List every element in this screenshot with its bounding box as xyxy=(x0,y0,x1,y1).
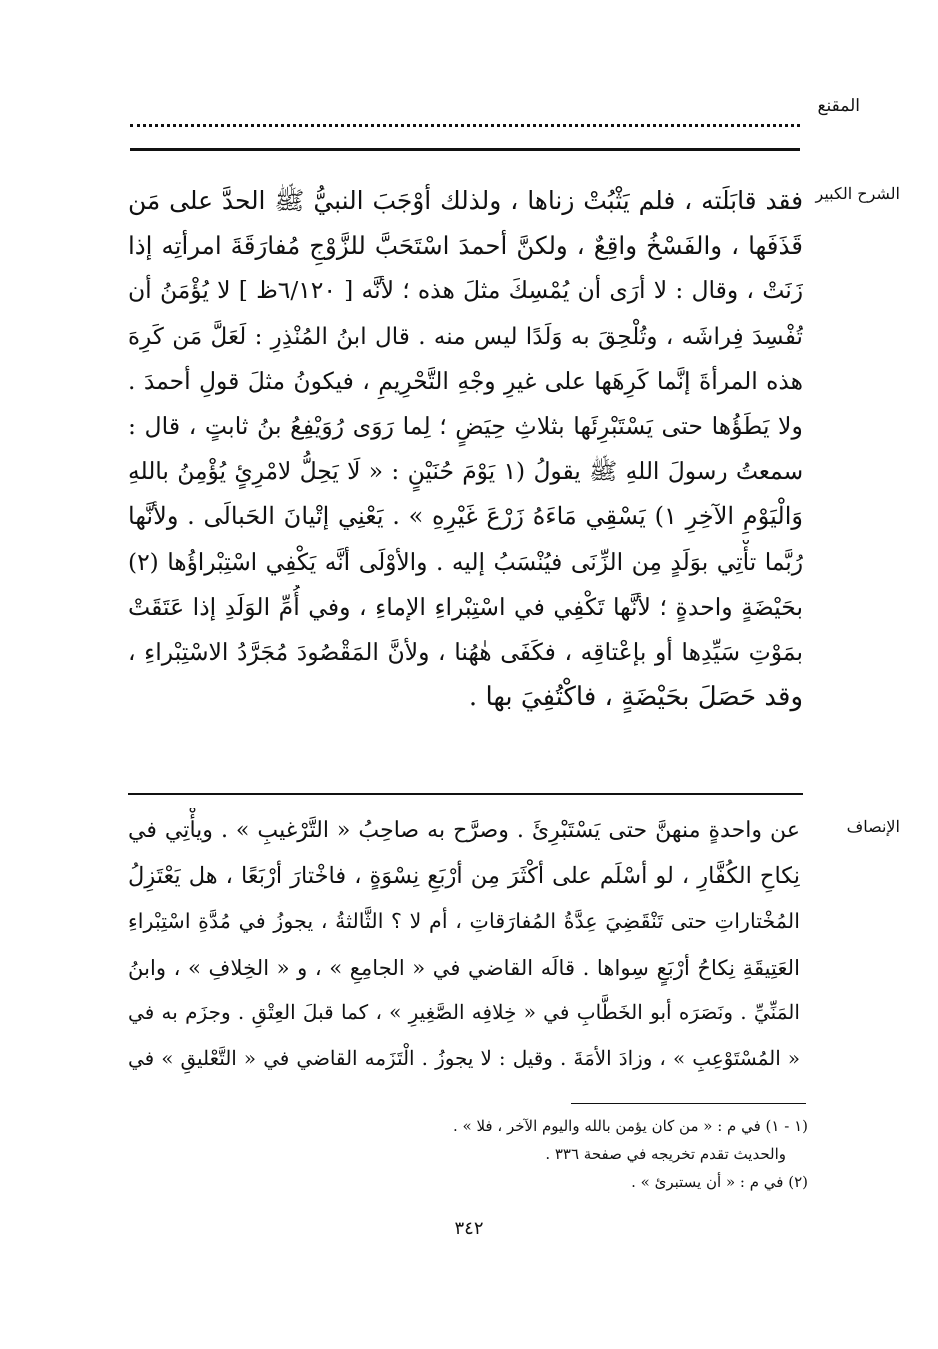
sharh-line: بحَيْضَةٍ واحدةٍ ؛ لأنَّها تَكْفِي في اسْتِبْراءِ الإماءِ ، وفي أُمِّ الوَلَدِ إذا عَتَقَتْ xyxy=(128,592,803,621)
footnote-1: (١ - ١) في م : « من كان يؤمن بالله واليوم الآخر ، فلا » . xyxy=(453,1117,808,1135)
insaf-line: المُخْتاراتِ حتى تَنْقَضِيَ عِدَّةُ المُفارَقاتِ ، أم لا ؟ الثَّالثةُ ، يجوزُ في مُدَّةِ اسْتِبْراءِ xyxy=(128,909,800,933)
insaf-line: نِكاحِ الكُفَّارِ ، لو أسْلَم على أكْثَرَ مِن أرْبَعِ نِسْوَةٍ ، فاخْتارَ أرْبَعًا ، هل يَعْتَزِلُ xyxy=(128,862,800,889)
insaf-line: « المُسْتَوْعِبِ » ، وزادَ الأمَةَ . وقيل : لا يجوزُ . الْتَزَمه القاضي في « التَّعْليقِ » في xyxy=(128,1046,800,1070)
page-number: ٣٤٢ xyxy=(454,1218,484,1239)
sharh-section-label: الشرح الكبير xyxy=(815,184,900,203)
insaf-line: المَنِّيِّ . ونَصَرَه أبو الخَطَّابِ في « خِلافِه الصَّغِيرِ » ، كما قبلَ العِتْقِ . وجزَم به في xyxy=(128,1000,800,1024)
sharh-line: زَنَتْ ، وقال : لا أرَى أن يُمْسِكَ مثلَ هذه ؛ لأنَّه [ ٦/١٢٠ظ ] لا يُؤْمَنُ أن xyxy=(128,276,803,305)
sharh-text-block xyxy=(128,178,803,720)
insaf-line: العَتِيقَةِ نِكاحُ أرْبَعٍ سِواها . قالَه القاضي في « الجامِعِ » ، و « الخِلافِ » ، وابنُ xyxy=(128,954,800,980)
footnote-1-continuation: والحديث تقدم تخريجه في صفحة ٣٣٦ . xyxy=(545,1145,786,1163)
running-header-title: المقنع xyxy=(817,96,860,116)
sharh-line: رُبَّما تأْتِي بوَلَدٍ مِن الزِّنَى فيُنْسَبُ إليه . والأوْلَى أنَّه يَكْفِي اسْتِبْراؤُها (٢) xyxy=(128,548,803,576)
sharh-line: تُفْسِدَ فِراشَه ، وتُلْحِقَ به وَلَدًا ليس منه . قال ابنُ المُنْذِرِ : لَعَلَّ مَن كَرِهَ xyxy=(128,322,803,350)
footnote-separator-rule xyxy=(571,1103,806,1104)
sharh-line: وقد حَصَلَ بحَيْضَةٍ ، فاكْتُفِيَ بها . xyxy=(468,682,803,713)
insaf-line: عن واحدةٍ منهنَّ حتى يَسْتَبْرِئَ . وصرَّح به صاحِبُ « التَّرْغيبِ » . ويأْتِي في xyxy=(128,818,800,843)
sharh-line: فقد قابَلَته ، فلم يَثْبُتْ زناها ، ولذلك أوْجَبَ النبيُّ ﷺ الحدَّ على مَن xyxy=(128,186,803,215)
insaf-text-block xyxy=(128,808,800,1081)
sharh-line: وَالْيَوْمِ الآخِرِ ١) يَسْقِي مَاءَهُ زَرْعَ غَيْرِهِ » . يَعْنِي إتْيانَ الحَبالَى . ولأنَّها xyxy=(128,502,803,531)
sharh-line: قَذَفَها ، والفَسْخُ واقِعٌ ، ولكنَّ أحمدَ اسْتَحَبَّ للزَّوْجِ مُفارَقَةَ امرأتِه إذا xyxy=(128,231,803,261)
sharh-line: بمَوْتِ سَيِّدِها أو بإعْتاقِه ، فكَفَى هٰهُنا ، ولأنَّ المَقْصُودَ مُجَرَّدُ الاسْتِبْراءِ ، xyxy=(128,638,803,667)
sharh-line: ولا يَطَؤُها حتى يَسْتَبْرِئَها بثلاثِ حِيَضٍ ؛ لِما رَوَى رُوَيْفِعُ بنُ ثابتٍ ، قال : xyxy=(128,412,803,441)
sharh-line: هذه المرأةَ إنَّما كَرِهَها على غيرِ وجْهِ التَّحْرِيمِ ، فيكونُ مثلَ قولِ أحمدَ . xyxy=(128,366,803,395)
header-solid-rule xyxy=(130,148,800,151)
section-divider-rule xyxy=(128,793,803,795)
footnote-2: (٢) في م : « أن يستبرئ » . xyxy=(631,1173,808,1191)
sharh-line: سمعتُ رسولَ اللهِ ﷺ يقولُ (١ يَوْمَ حُنَيْنٍ : « لَا يَحِلُّ لامْرِئٍ يُؤْمِنُ باللهِ xyxy=(128,458,803,486)
footnotes-block xyxy=(208,1112,808,1196)
header-dotted-rule xyxy=(130,104,800,127)
insaf-section-label: الإنصاف xyxy=(846,817,900,836)
